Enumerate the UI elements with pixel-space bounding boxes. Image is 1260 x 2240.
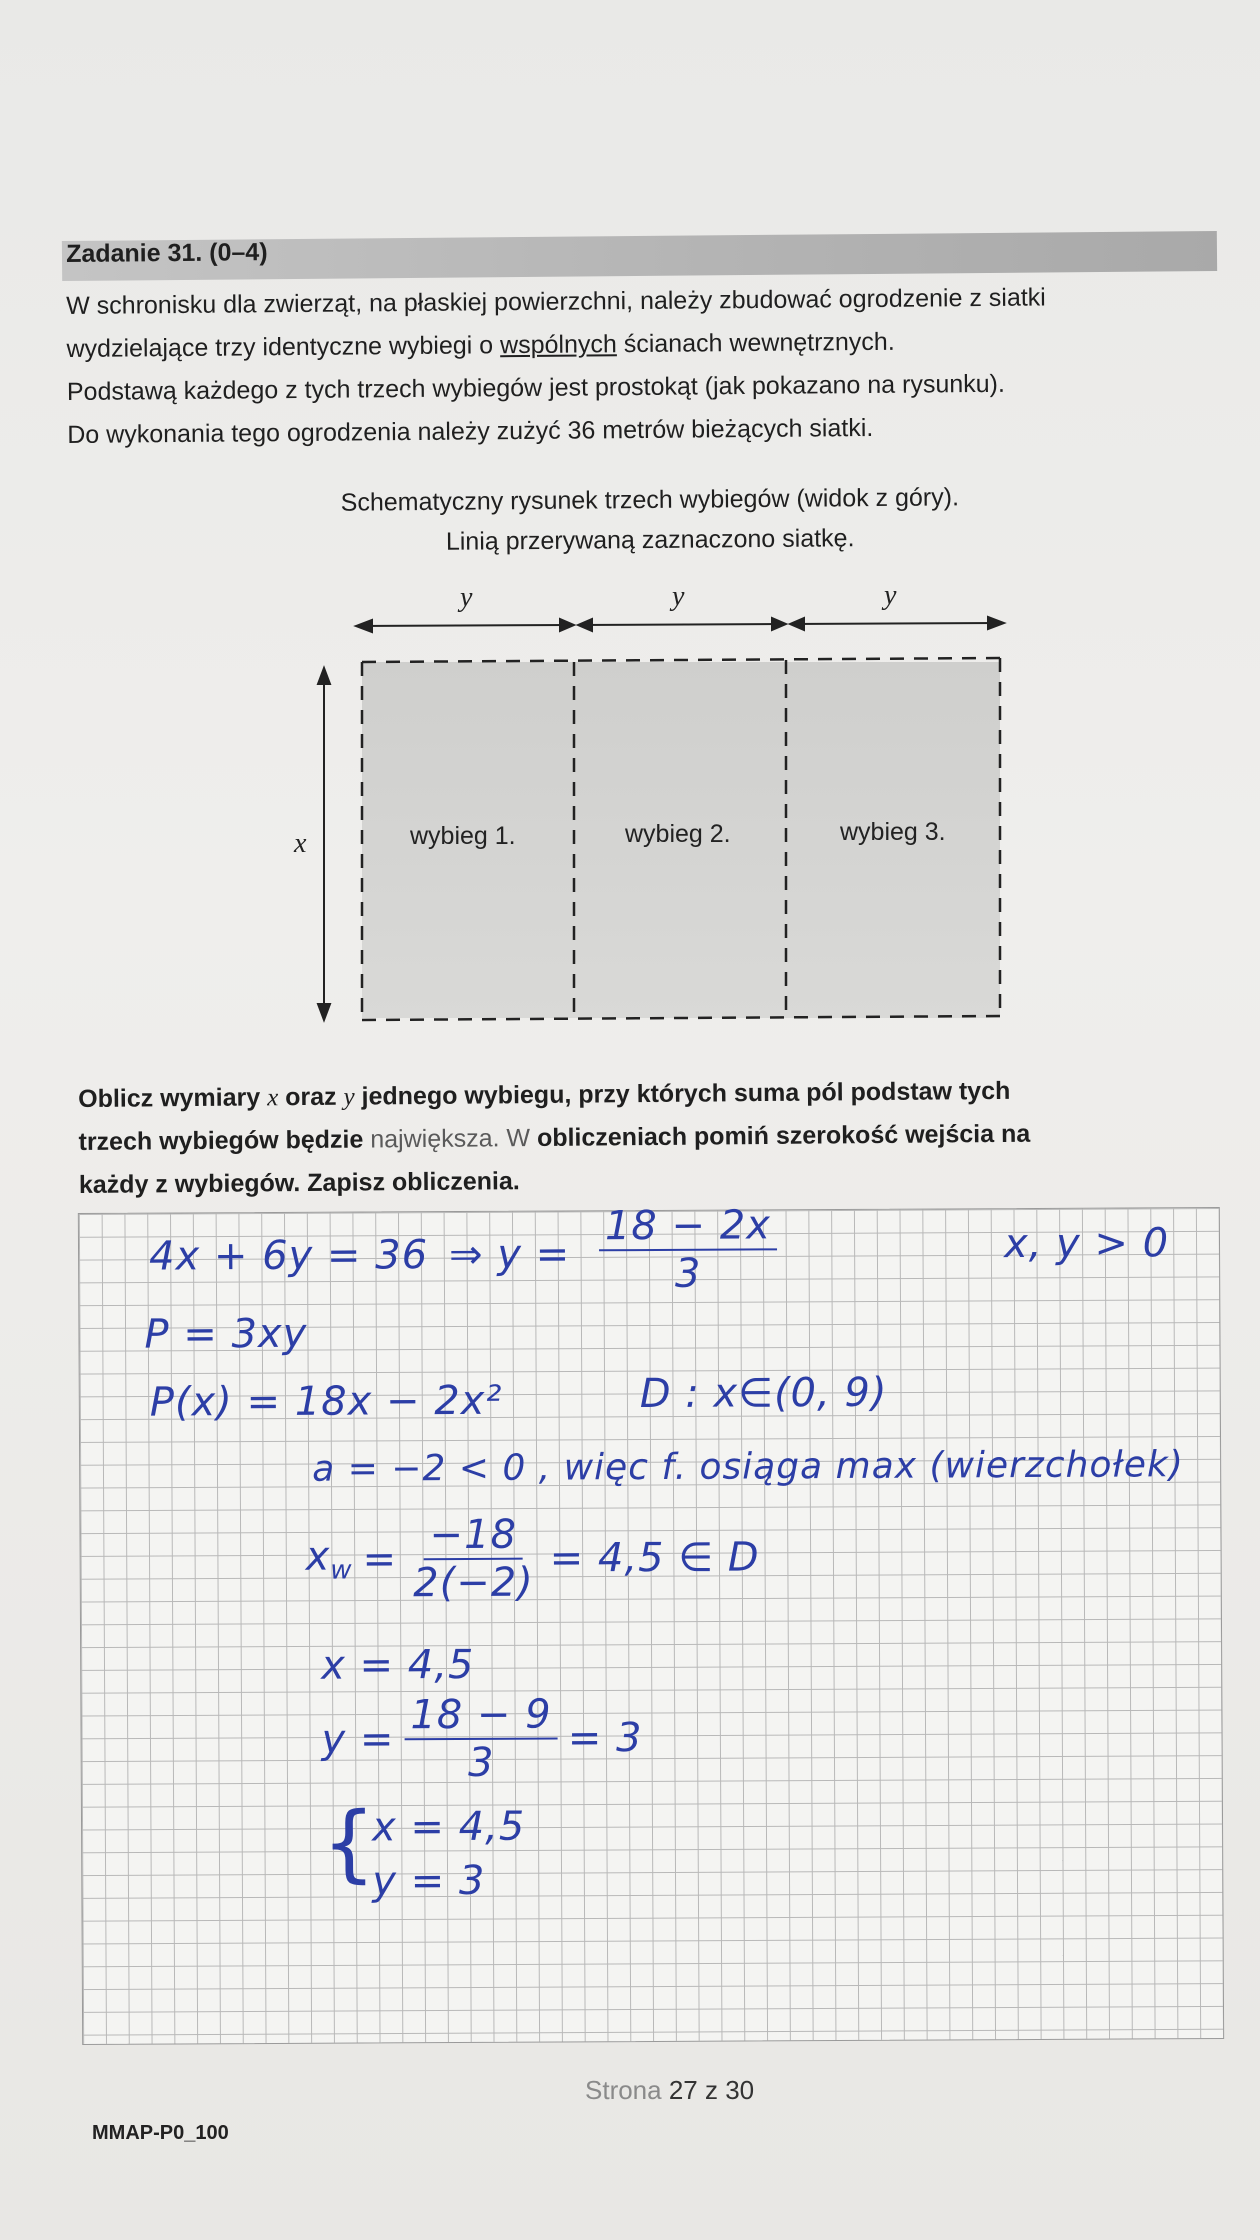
task-title: Zadanie 31. (0–4) — [66, 238, 268, 268]
instruction-var-y: y — [343, 1083, 355, 1111]
hw-xw-fraction — [407, 1512, 540, 1607]
y-dimension-arrows — [356, 617, 1004, 632]
hw-xw-denominator: 2(−2) — [413, 1559, 534, 1607]
hw-xw-letter: x — [305, 1533, 331, 1580]
hw-brace: { — [321, 1793, 377, 1892]
instruction-2b: obliczeniach pomiń szerokość wejścia na — [536, 1119, 1031, 1152]
caption-line-2: Linią przerywaną zaznaczono siatkę. — [445, 524, 855, 556]
hw-y-numerator: 18 − 2x — [599, 1202, 777, 1251]
hw-coefficient: a = −2 < 0 , więc f. osiąga max (wierzchołek) — [312, 1444, 1184, 1490]
hw-y2-fraction — [404, 1691, 558, 1786]
instruction-1c: jednego wybiegu, przy których suma pól podstaw tych — [354, 1076, 1011, 1111]
pen-label-1: wybieg 1. — [410, 822, 516, 850]
hw-system-x: x = 4,5 — [371, 1803, 526, 1851]
task-line-2-start: wydzielające trzy identyczne wybiegi o — [66, 331, 501, 363]
hw-domain: D : x∈(0, 9) — [639, 1369, 888, 1418]
x-label: x — [294, 828, 307, 859]
exam-code: MMAP-P0_100 — [92, 2122, 229, 2144]
answer-grid[interactable] — [78, 1202, 1224, 2045]
y-label-3: y — [884, 580, 897, 611]
y-label-2: y — [672, 581, 685, 612]
hw-equation: 4x + 6y = 36 — [148, 1232, 429, 1280]
instruction-var-x: x — [267, 1084, 279, 1112]
caption-line-1: Schematyczny rysunek trzech wybiegów (widok z góry). — [340, 483, 960, 517]
page-number — [585, 2075, 754, 2106]
instruction-2-faded: największa. W — [370, 1123, 538, 1154]
hw-y-denominator: 3 — [674, 1250, 702, 1297]
hw-xw-equals: = — [362, 1536, 398, 1583]
page-word: Strona — [585, 2075, 662, 2105]
hw-y2-numerator: 18 − 9 — [404, 1691, 558, 1740]
hw-xw-sub: w — [330, 1555, 353, 1586]
enclosure-diagram — [280, 570, 1040, 1040]
page-count: 27 z 30 — [661, 2075, 755, 2105]
hw-system-y: y = 3 — [372, 1857, 486, 1905]
task-text — [66, 275, 1197, 457]
instruction — [78, 1068, 1199, 1207]
hw-area: P = 3xy — [144, 1310, 308, 1358]
figure-caption — [220, 476, 1081, 564]
pen-label-2: wybieg 2. — [625, 820, 731, 848]
x-dimension-arrow — [318, 668, 330, 1020]
hw-y2-denominator: 3 — [467, 1739, 495, 1786]
task-line-3: Podstawą każdego z tych trzech wybiegów jest prostokąt (jak pokazano na rysunku). — [66, 369, 1006, 406]
hw-xw-numerator: −18 — [423, 1512, 523, 1561]
task-line-1: W schronisku dla zwierząt, na płaskiej powierzchni, należy zbudować ogrodzenie z siatki — [66, 283, 1046, 320]
y-label-1: y — [460, 582, 473, 613]
instruction-1b: oraz — [278, 1082, 344, 1112]
hw-implies: ⇒ y = — [448, 1231, 571, 1279]
hw-y2-result: = 3 — [567, 1715, 643, 1762]
instruction-2a: trzech wybiegów będzie — [78, 1125, 371, 1156]
instruction-line-3: każdy z wybiegów. Zapisz obliczenia. — [78, 1167, 520, 1199]
hw-area-function: P(x) = 18x − 2x² — [149, 1377, 503, 1426]
task-line-2-end: ścianach wewnętrznych. — [616, 327, 895, 359]
hw-vertex — [305, 1510, 759, 1606]
hw-x-value: x = 4,5 — [321, 1641, 475, 1689]
pen-label-3: wybieg 3. — [840, 818, 946, 846]
hw-xw-result: = 4,5 ∈ D — [549, 1534, 760, 1582]
hw-y-lhs: y = — [321, 1716, 395, 1763]
hw-y-value — [321, 1691, 642, 1787]
task-line-4: Do wykonania tego ogrodzenia należy zużyć 36 metrów bieżących siatki. — [67, 413, 874, 449]
hw-domain-condition: x, y > 0 — [1003, 1220, 1170, 1268]
task-line-2-underlined: wspólnych — [499, 330, 617, 360]
instruction-1a: Oblicz wymiary — [78, 1083, 268, 1113]
hw-xw — [306, 1534, 353, 1586]
hw-y-fraction — [599, 1202, 777, 1297]
